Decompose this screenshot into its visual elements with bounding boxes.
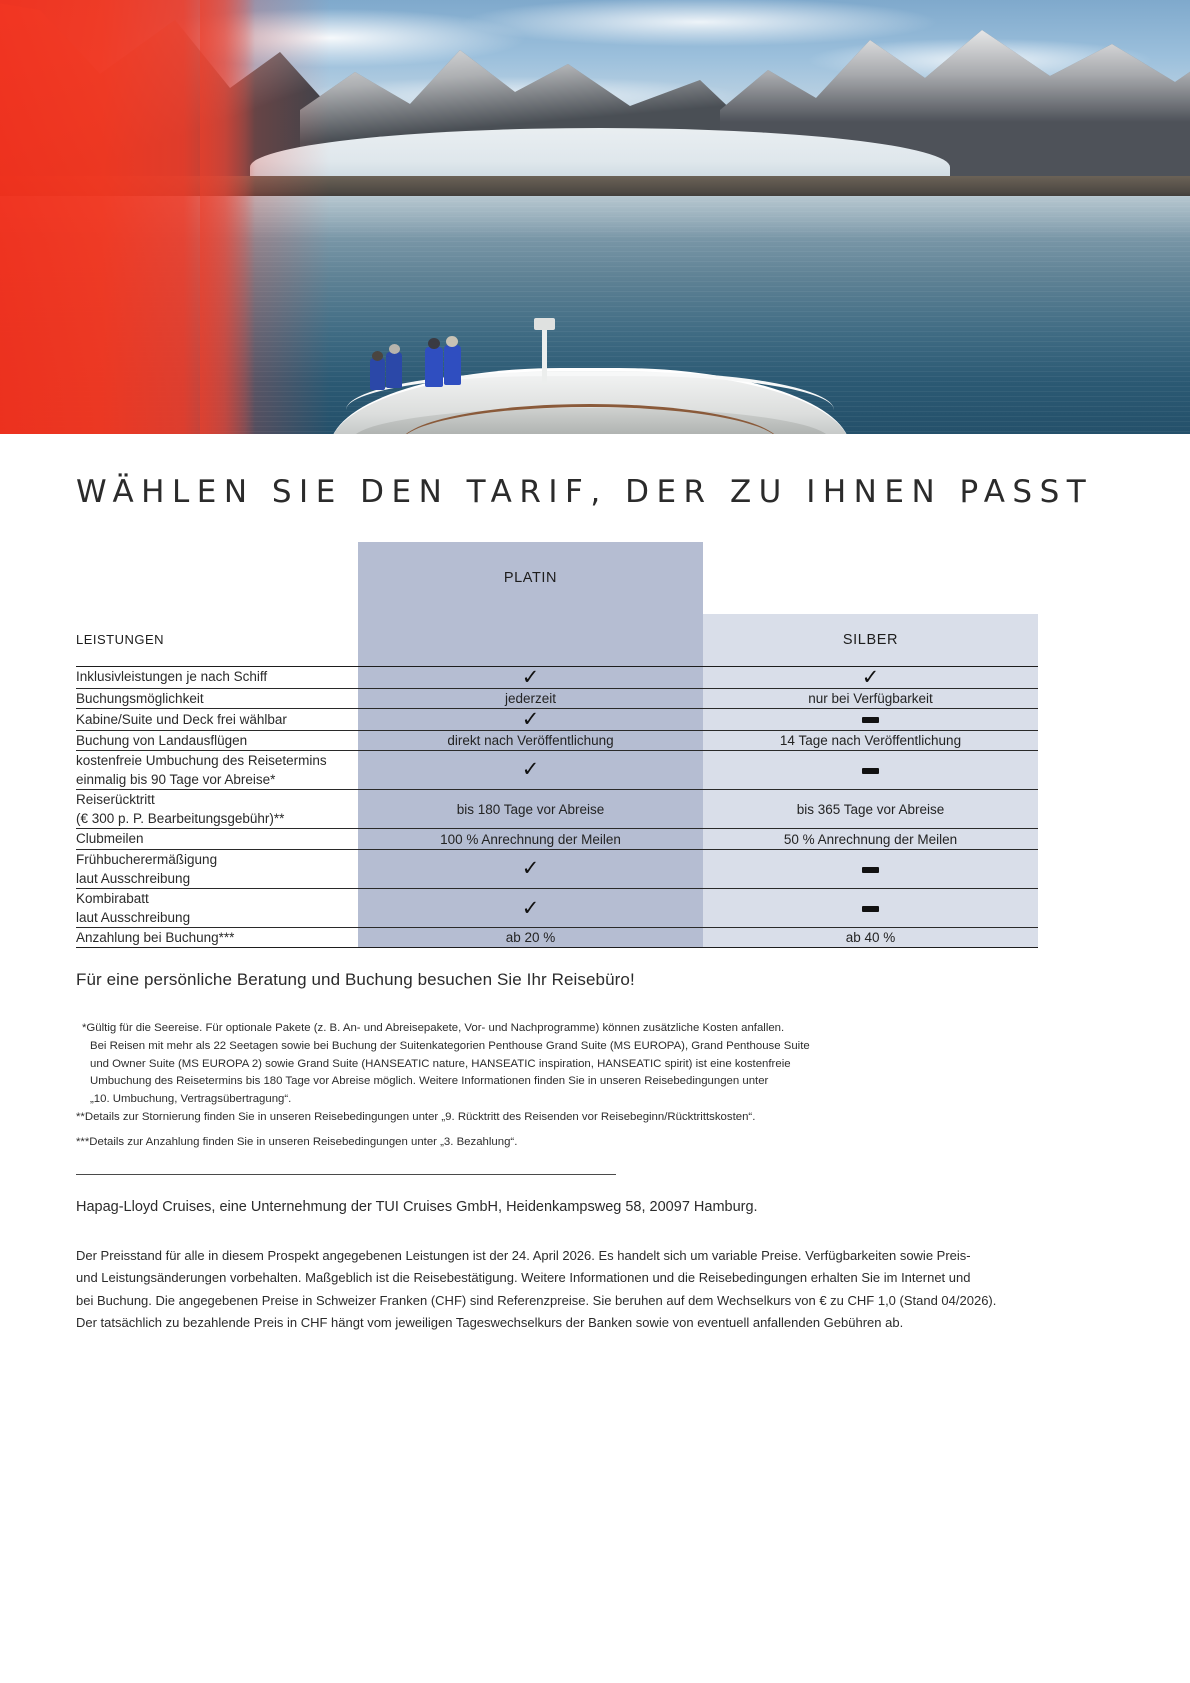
dash-icon <box>862 906 879 912</box>
silber-cell <box>703 666 1038 688</box>
column-header-leistungen: LEISTUNGEN <box>76 614 358 666</box>
cell-value: ab 20 % <box>505 930 556 946</box>
passenger-head <box>389 344 400 354</box>
table-row <box>76 688 1038 708</box>
passenger-figure <box>425 347 443 387</box>
silber-cell <box>703 849 1038 888</box>
table-body <box>76 666 1038 948</box>
footnote-three: ***Details zur Anzahlung finden Sie in unseren Reisebedingungen unter „3. Bezahlung“. <box>76 1136 518 1149</box>
tariff-comparison-table <box>76 542 1038 948</box>
footnote-line: Bei Reisen mit mehr als 22 Seetagen sowie bei Buchung der Suitenkategorien Penthouse Grand Suite (MS EUROPA), Grand Penthouse Suite <box>90 1040 810 1053</box>
cell-value: 50 % Anrechnung der Meilen <box>783 831 958 847</box>
cell-value: bis 180 Tage vor Abreise <box>456 801 605 817</box>
check-icon: ✓ <box>521 758 540 782</box>
passenger-figure <box>370 358 385 390</box>
feature-label <box>76 928 358 948</box>
silber-cell <box>703 708 1038 730</box>
feature-line: Buchungsmöglichkeit <box>76 690 204 706</box>
feature-line: Anzahlung bei Buchung*** <box>76 930 235 946</box>
feature-line: laut Ausschreibung <box>76 910 191 926</box>
feature-line: kostenfreie Umbuchung des Reisetermins einmalig bis 90 Tage vor Abreise* <box>76 752 327 787</box>
cell-value: bis 365 Tage vor Abreise <box>796 801 945 817</box>
silber-cell <box>703 750 1038 789</box>
platin-cell <box>358 849 703 888</box>
feature-line: Buchung von Landausflügen <box>76 732 248 748</box>
feature-line: Frühbucherermäßigung <box>76 851 218 867</box>
footnote-line: und Owner Suite (MS EUROPA 2) sowie Grand Suite (HANSEATIC nature, HANSEATIC inspiration, HANSEATIC spirit) ist eine kostenfreie <box>90 1057 791 1070</box>
platin-cell <box>358 730 703 750</box>
table-row <box>76 829 1038 849</box>
table-row <box>76 888 1038 927</box>
footnotes <box>76 1020 1114 1152</box>
dash-icon <box>862 717 879 723</box>
table-row <box>76 730 1038 750</box>
check-icon: ✓ <box>861 665 880 689</box>
cta-text: Für eine persönliche Beratung und Buchung besuchen Sie Ihr Reisebüro! <box>76 970 635 990</box>
table-header-row-top <box>76 542 1038 614</box>
check-icon: ✓ <box>521 665 540 689</box>
cell-value: 100 % Anrechnung der Meilen <box>440 831 621 847</box>
cell-value: 14 Tage nach Veröffentlichung <box>779 732 962 748</box>
legal-line: Der Preisstand für alle in diesem Prospekt angegebenen Leistungen ist der 24. April 2026. Es handelt sich um variable Preise. Verfügbarkeiten sowie Preis- <box>76 1248 971 1264</box>
passenger-figure <box>386 352 402 388</box>
feature-label <box>76 829 358 849</box>
feature-label <box>76 849 358 888</box>
table-row <box>76 849 1038 888</box>
column-header-silber: SILBER <box>703 614 1038 666</box>
passenger-figure <box>444 345 461 385</box>
check-icon: ✓ <box>521 857 540 881</box>
legal-text <box>76 1245 1114 1334</box>
page-title: WÄHLEN SIE DEN TARIF, DER ZU IHNEN PASST <box>76 474 1094 510</box>
passenger-head <box>428 338 440 349</box>
feature-line: Inklusivleistungen je nach Schiff <box>76 669 268 685</box>
footnote-two: **Details zur Stornierung finden Sie in unseren Reisebedingungen unter „9. Rücktritt des Reisenden vor Reisebeginn/Rücktrittskosten“. <box>76 1110 756 1123</box>
table-row <box>76 790 1038 829</box>
feature-label <box>76 888 358 927</box>
platin-cell <box>358 688 703 708</box>
table-row <box>76 708 1038 730</box>
platin-cell <box>358 666 703 688</box>
platin-cell <box>358 790 703 829</box>
silber-cell <box>703 730 1038 750</box>
table-header <box>76 542 1038 666</box>
table-header-row-bottom <box>76 614 1038 666</box>
feature-line: laut Ausschreibung <box>76 870 191 886</box>
feature-line: Kabine/Suite und Deck frei wählbar <box>76 711 287 727</box>
tariff-table-wrapper <box>76 542 1038 948</box>
footnote-line: „10. Umbuchung, Vertragsübertragung“. <box>90 1093 292 1106</box>
silber-cell <box>703 790 1038 829</box>
footnote-line: *Gültig für die Seereise. Für optionale Pakete (z. B. An- und Abreisepakete, Vor- und Nachprogramme) können zusätzliche Kosten anfallen. <box>82 1022 785 1035</box>
cell-value: direkt nach Veröffentlichung <box>447 732 614 748</box>
cell-value: ab 40 % <box>845 930 896 946</box>
header-spacer <box>76 542 358 614</box>
check-icon: ✓ <box>521 707 540 731</box>
platin-cell <box>358 888 703 927</box>
cell-value: jederzeit <box>504 690 557 706</box>
footnote-one <box>76 1020 1114 1108</box>
feature-line: Reiserücktritt <box>76 792 155 808</box>
page-content <box>0 474 1190 1335</box>
divider <box>76 1174 616 1175</box>
feature-label <box>76 688 358 708</box>
passenger-head <box>372 351 383 361</box>
platin-cell <box>358 708 703 730</box>
feature-line: (€ 300 p. P. Bearbeitungsgebühr)** <box>76 811 285 827</box>
legal-line: bei Buchung. Die angegebenen Preise in Schweizer Franken (CHF) sind Referenzpreise. Sie beruhen auf dem Wechselkurs von € zu CHF 1,0 (Stand 04/2026). <box>76 1292 997 1308</box>
feature-label <box>76 790 358 829</box>
column-header-platin: PLATIN <box>358 542 703 614</box>
dash-icon <box>862 867 879 873</box>
ship-mast-icon <box>542 322 547 384</box>
column-header-platin-filler <box>358 614 703 666</box>
legal-line: und Leistungsänderungen vorbehalten. Maßgeblich ist die Reisebestätigung. Weitere Informationen und die Reisebedingungen erhalten Sie im Internet und <box>76 1270 971 1286</box>
platin-cell <box>358 928 703 948</box>
silber-cell <box>703 928 1038 948</box>
hero-image <box>0 0 1190 434</box>
imprint-text: Hapag-Lloyd Cruises, eine Unternehmung der TUI Cruises GmbH, Heidenkampsweg 58, 20097 Hamburg. <box>76 1199 758 1216</box>
ship-mast-light <box>534 318 555 330</box>
platin-cell <box>358 750 703 789</box>
cell-value: nur bei Verfügbarkeit <box>808 690 933 706</box>
silber-cell <box>703 888 1038 927</box>
feature-line: Clubmeilen <box>76 831 144 847</box>
column-header-silber-spacer <box>703 542 1038 614</box>
feature-label <box>76 666 358 688</box>
dash-icon <box>862 768 879 774</box>
table-row <box>76 928 1038 948</box>
feature-label <box>76 750 358 789</box>
silber-cell <box>703 829 1038 849</box>
legal-line: Der tatsächlich zu bezahlende Preis in CHF hängt vom jeweiligen Tageswechselkurs der Banken sowie von eventuell anfallenden Gebühren ab. <box>76 1315 904 1331</box>
passenger-head <box>446 336 458 347</box>
feature-label <box>76 730 358 750</box>
platin-cell <box>358 829 703 849</box>
feature-line: Kombirabatt <box>76 890 149 906</box>
brand-color-overlay-fade <box>200 0 330 434</box>
silber-cell <box>703 688 1038 708</box>
feature-label <box>76 708 358 730</box>
table-row <box>76 750 1038 789</box>
table-row <box>76 666 1038 688</box>
footnote-line: Umbuchung des Reisetermins bis 180 Tage vor Abreise möglich. Weitere Informationen finden Sie in unseren Reisebedingungen unter <box>90 1075 769 1088</box>
check-icon: ✓ <box>521 896 540 920</box>
